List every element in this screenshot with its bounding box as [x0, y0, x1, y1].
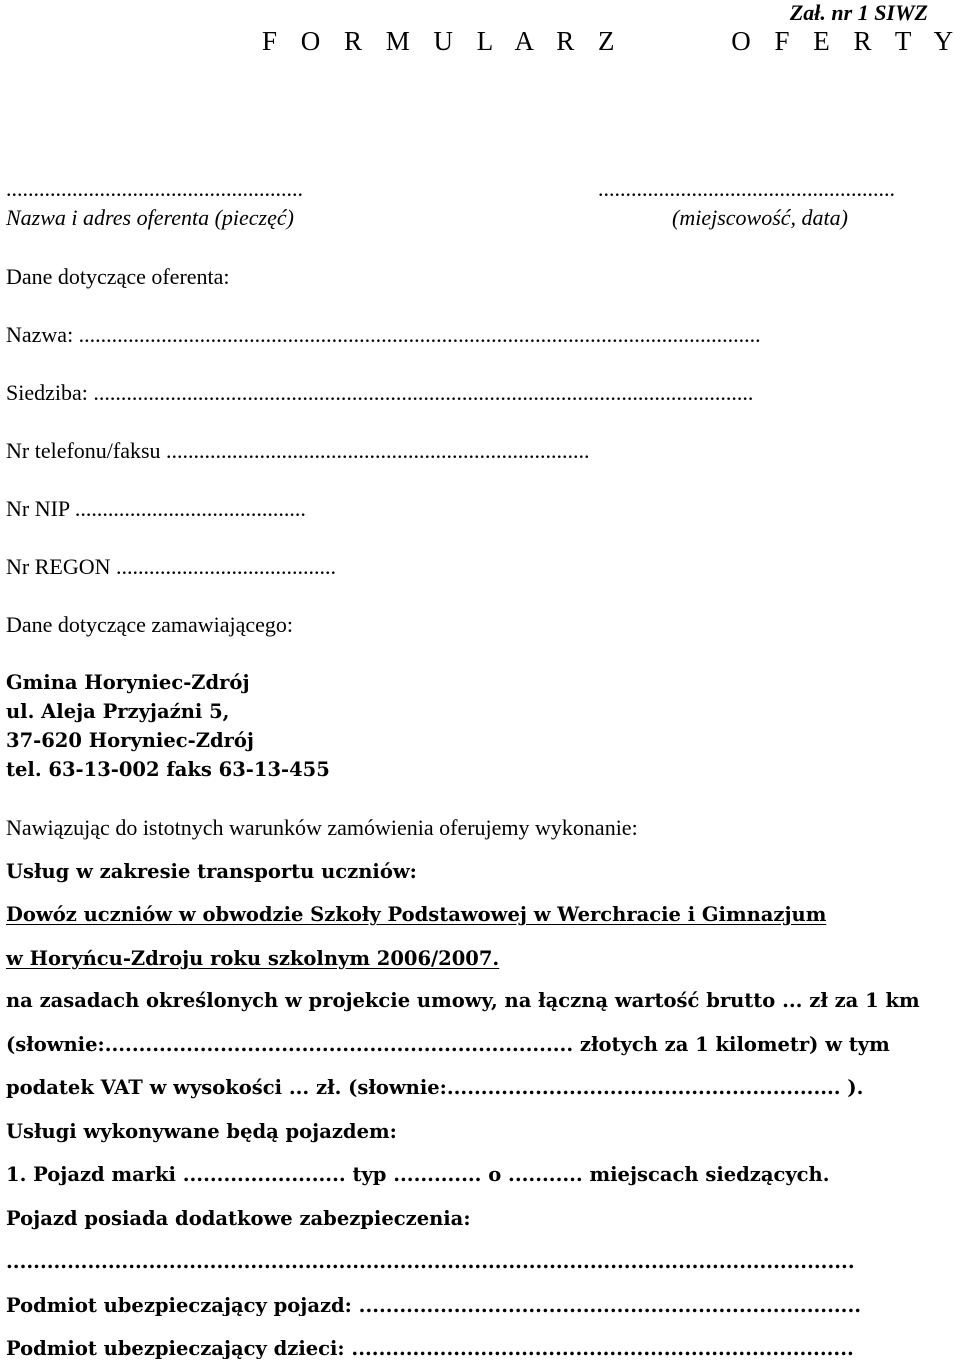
bidder-seat-field: Siedziba: ........................................................................................................................ [6, 382, 754, 404]
orderer-street: ul. Aleja Przyjaźni 5, [6, 700, 230, 723]
place-date-dots: ...................................................... [598, 178, 895, 200]
bidder-stamp-dots: ...................................................... [6, 178, 303, 200]
intro-text: Nawiązując do istotnych warunków zamówienia oferujemy wykonanie: [6, 815, 638, 840]
place-date-label: (miejscowość, data) [672, 205, 848, 230]
service-heading: Usług w zakresie transportu uczniów: [6, 860, 417, 883]
attachment-label: Zał. nr 1 SIWZ [789, 0, 928, 25]
price-line-1: na zasadach określonych w projekcie umowy, na łączną wartość brutto ... zł za 1 km [6, 989, 920, 1012]
orderer-phone: tel. 63-13-002 faks 63-13-455 [6, 758, 330, 781]
vehicle-heading: Usługi wykonywane będą pojazdem: [6, 1120, 397, 1143]
bidder-phone-field: Nr telefonu/faksu ............................................................................. [6, 440, 590, 462]
bidder-heading: Dane dotyczące oferenta: [6, 264, 230, 289]
security-dots: ............................................................................................................................. [6, 1252, 855, 1272]
orderer-city: 37-620 Horyniec-Zdrój [6, 729, 254, 752]
form-title: F O R M U L A R Z O F E R T Y [262, 26, 954, 56]
security-heading: Pojazd posiada dodatkowe zabezpieczenia: [6, 1207, 471, 1230]
insurer-children-line: Podmiot ubezpieczający dzieci: .......................................................................... [6, 1339, 854, 1359]
bidder-regon-field: Nr REGON ........................................ [6, 556, 336, 578]
bidder-nip-field: Nr NIP .......................................... [6, 498, 306, 520]
vat-line: podatek VAT w wysokości ... zł. (słownie:.......................................................... ). [6, 1076, 864, 1099]
subject-line-1: Dowóz uczniów w obwodzie Szkoły Podstawowej w Werchracie i Gimnazjum [6, 903, 827, 926]
vehicle-line: 1. Pojazd marki ........................ typ ............. o ........... miejscach siedzących. [6, 1163, 830, 1186]
bidder-name-field: Nazwa: ............................................................................................................................ [6, 324, 761, 346]
bidder-stamp-label: Nazwa i adres oferenta (pieczęć) [6, 205, 294, 230]
orderer-heading: Dane dotyczące zamawiającego: [6, 612, 294, 637]
orderer-name: Gmina Horyniec-Zdrój [6, 671, 250, 694]
insurer-vehicle-line: Podmiot ubezpieczający pojazd: .......................................................................... [6, 1296, 862, 1316]
subject-line-2: w Horyńcu-Zdroju roku szkolnym 2006/2007. [6, 947, 500, 970]
price-line-2: (słownie:..................................................................... złotych za 1 kilometr) w tym [6, 1033, 890, 1056]
